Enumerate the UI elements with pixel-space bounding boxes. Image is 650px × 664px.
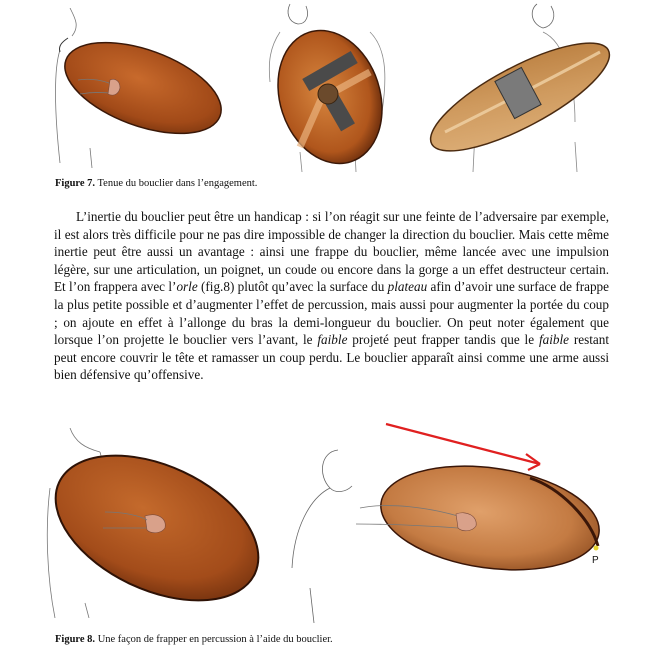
figure8-label: Figure 8. <box>55 634 96 645</box>
text-run: projeté peut frapper tandis que le <box>347 332 539 348</box>
figure7-photo-front-guard <box>260 2 400 172</box>
figure8-photo-strike <box>290 418 610 623</box>
text-run: (fig.8) plutôt qu’avec la surface du <box>197 279 388 295</box>
strike-direction-arrow <box>386 424 540 464</box>
figure7-photo-diagonal-guard <box>425 2 620 172</box>
impact-point-label: P <box>592 555 599 566</box>
figure8-caption-text: Une façon de frapper en percussion à l’aide du bouclier. <box>95 634 333 645</box>
text-run: afin d’avoir une surface de frappe la plus petite possible et d’augmenter l’effet de percussion, mais aussi pour augmenter la portée du coup ; on ajoute en effet à l’allonge du bras la demi-longueur du bouclier. On peut noter également que lorsque l’on projette le bouclier vers l’avant, le <box>54 279 610 348</box>
italic-term-plateau: plateau <box>387 279 428 295</box>
text-run: restant peut encore couvrir le tête et ramasser un coup perdu. Le bouclier apparaît ainsi comme une arme aussi bien défensive qu’offensive. <box>54 332 610 383</box>
figure7-label: Figure 7. <box>55 178 96 189</box>
figure8-photo-guard <box>45 428 270 618</box>
text-run: L’inertie du bouclier peut être un handicap : si l’on réagit sur une feinte de l’adversaire par exemple, il est alors très difficile pour ne pas dire impossible de changer la direction du bouclier. Mais cette même inertie peut être aussi un avantage : ainsi une frappe du bouclier, même lancée avec une impulsion légère, sur une articulation, un poignet, un coude ou encore dans la gorge a un effet destructeur certain. Et l’on frappera avec l’ <box>54 209 609 295</box>
italic-term-faible: faible <box>317 332 348 348</box>
italic-term-orle: orle <box>176 279 198 295</box>
body-paragraph <box>54 208 609 384</box>
impact-point-marker <box>594 546 599 551</box>
figure7-caption <box>55 178 257 189</box>
figure8-caption <box>55 634 333 645</box>
italic-term-faible: faible <box>538 332 569 348</box>
figure7-photo-side-guard <box>50 8 225 168</box>
figure7-caption-text: Tenue du bouclier dans l’engagement. <box>95 178 258 189</box>
